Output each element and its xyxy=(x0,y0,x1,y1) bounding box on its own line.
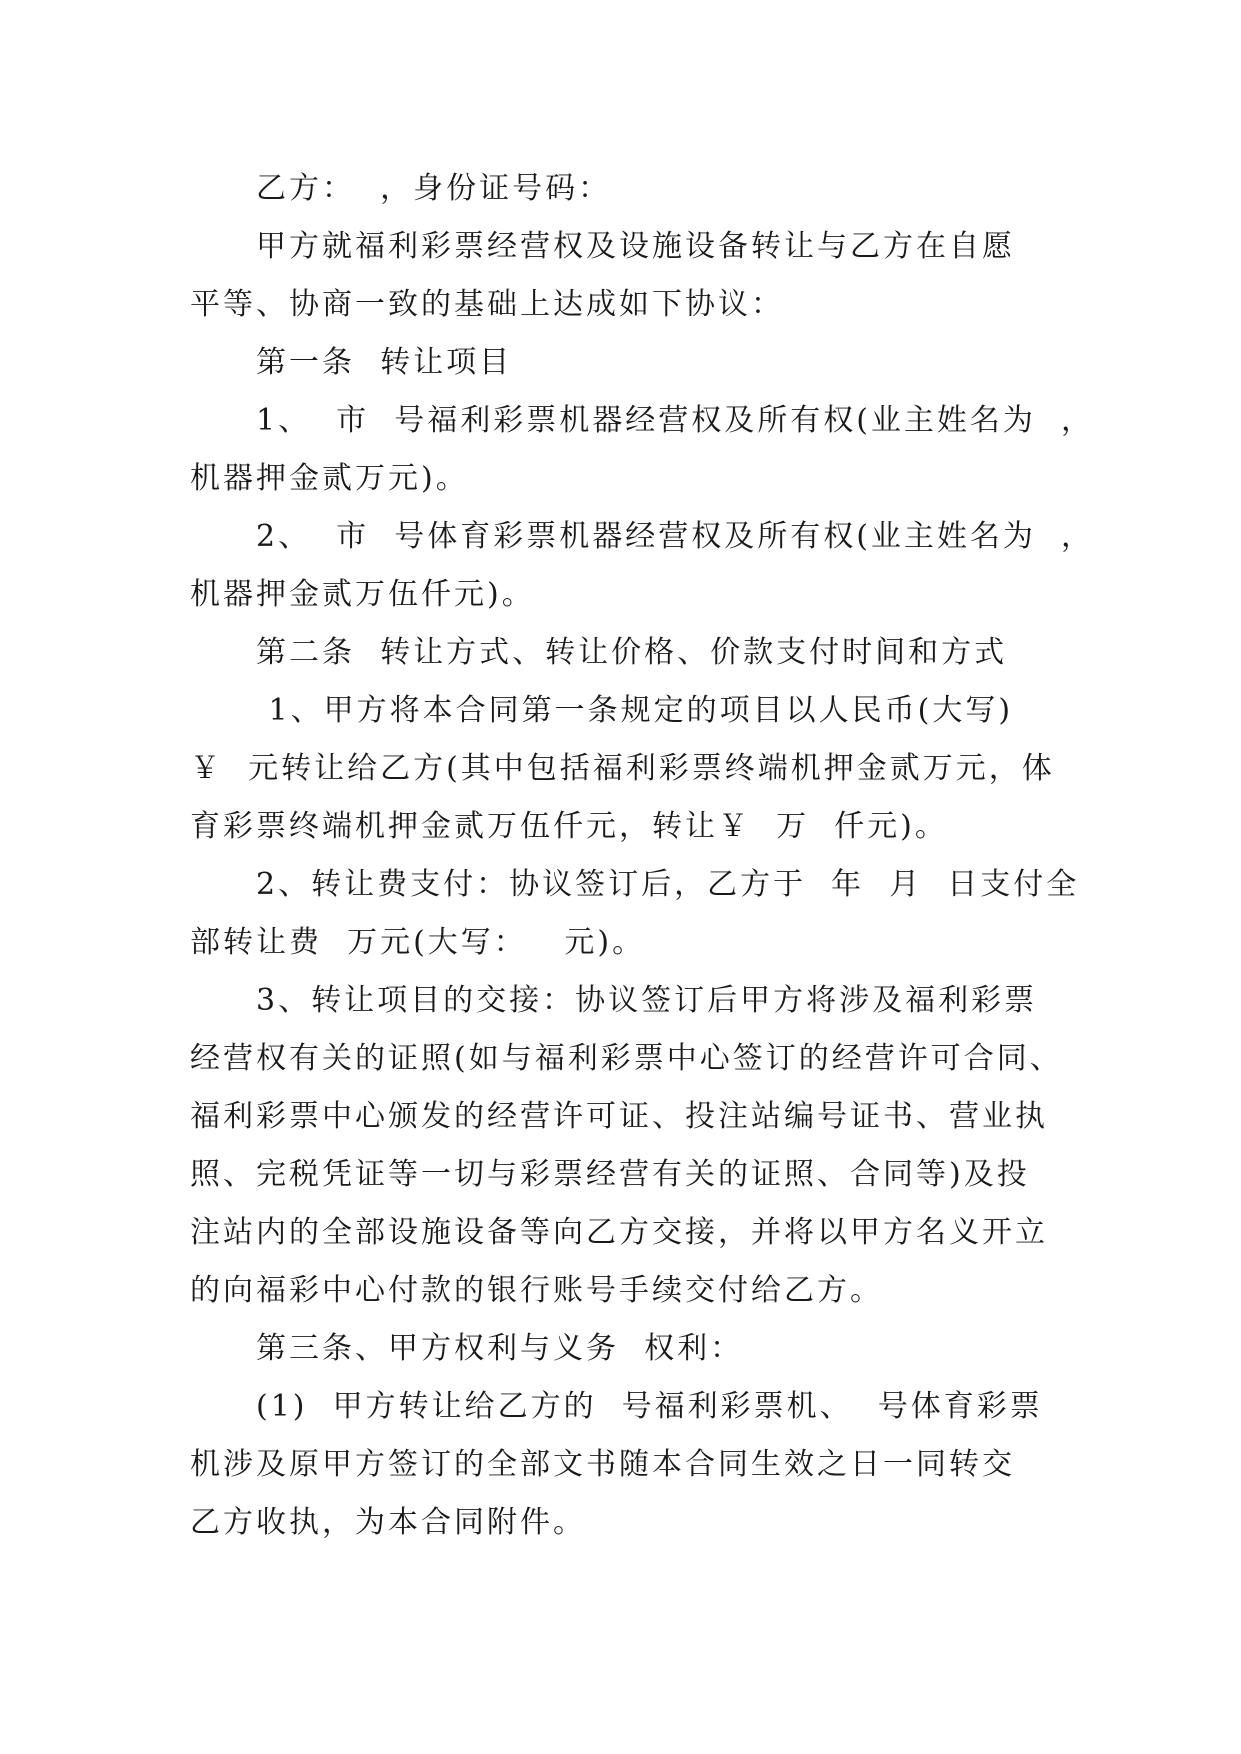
document-line: ￥ 元转让给乙方(其中包括福利彩票终端机押金贰万元，体 xyxy=(190,751,1055,786)
document-line: 机涉及原甲方签订的全部文书随本合同生效之日一同转交 xyxy=(190,1447,1015,1482)
document-line: 第三条、甲方权利与义务 权利： xyxy=(256,1331,744,1366)
document-line: 福利彩票中心颁发的经营许可证、投注站编号证书、营业执 xyxy=(190,1099,1048,1134)
document-body xyxy=(190,160,1095,1552)
document-line: 3、转让项目的交接：协议签订后甲方将涉及福利彩票 xyxy=(256,983,1038,1018)
document-line: 乙方： ，身份证号码： xyxy=(256,171,612,206)
document-line: 1、 市 号福利彩票机器经营权及所有权(业主姓名为 ， xyxy=(256,403,1095,438)
document-line: 乙方收执，为本合同附件。 xyxy=(190,1505,586,1540)
document-line: 平等、协商一致的基础上达成如下协议： xyxy=(190,287,784,322)
document-line: 育彩票终端机押金贰万伍仟元，转让￥ 万 仟元)。 xyxy=(190,809,948,844)
document-line: 照、完税凭证等一切与彩票经营有关的证照、合同等)及投 xyxy=(190,1157,1030,1192)
document-line: 机器押金贰万伍仟元)。 xyxy=(190,577,535,612)
document-line: 机器押金贰万元)。 xyxy=(190,461,469,496)
document-line: 第二条 转让方式、转让价格、价款支付时间和方式 xyxy=(256,635,1008,670)
document-line: 部转让费 万元(大写： 元)。 xyxy=(190,925,646,960)
document-line: (1) 甲方转让给乙方的 号福利彩票机、 号体育彩票 xyxy=(256,1389,1043,1424)
document-line: 注站内的全部设施设备等向乙方交接，并将以甲方名义开立 xyxy=(190,1215,1048,1250)
document-line: 第一条 转让项目 xyxy=(256,345,513,380)
document-line: 2、转让费支付：协议签订后，乙方于 年 月 日支付全 xyxy=(256,867,1080,902)
document-line: 2、 市 号体育彩票机器经营权及所有权(业主姓名为 ， xyxy=(256,519,1095,554)
document-line: 1、甲方将本合同第一条规定的项目以人民币(大写) xyxy=(256,693,1014,728)
document-line: 甲方就福利彩票经营权及设施设备转让与乙方在自愿 xyxy=(256,229,1015,264)
document-line: 经营权有关的证照(如与福利彩票中心签订的经营许可合同、 xyxy=(190,1041,1063,1076)
document-line: 的向福彩中心付款的银行账号手续交付给乙方。 xyxy=(190,1273,883,1308)
